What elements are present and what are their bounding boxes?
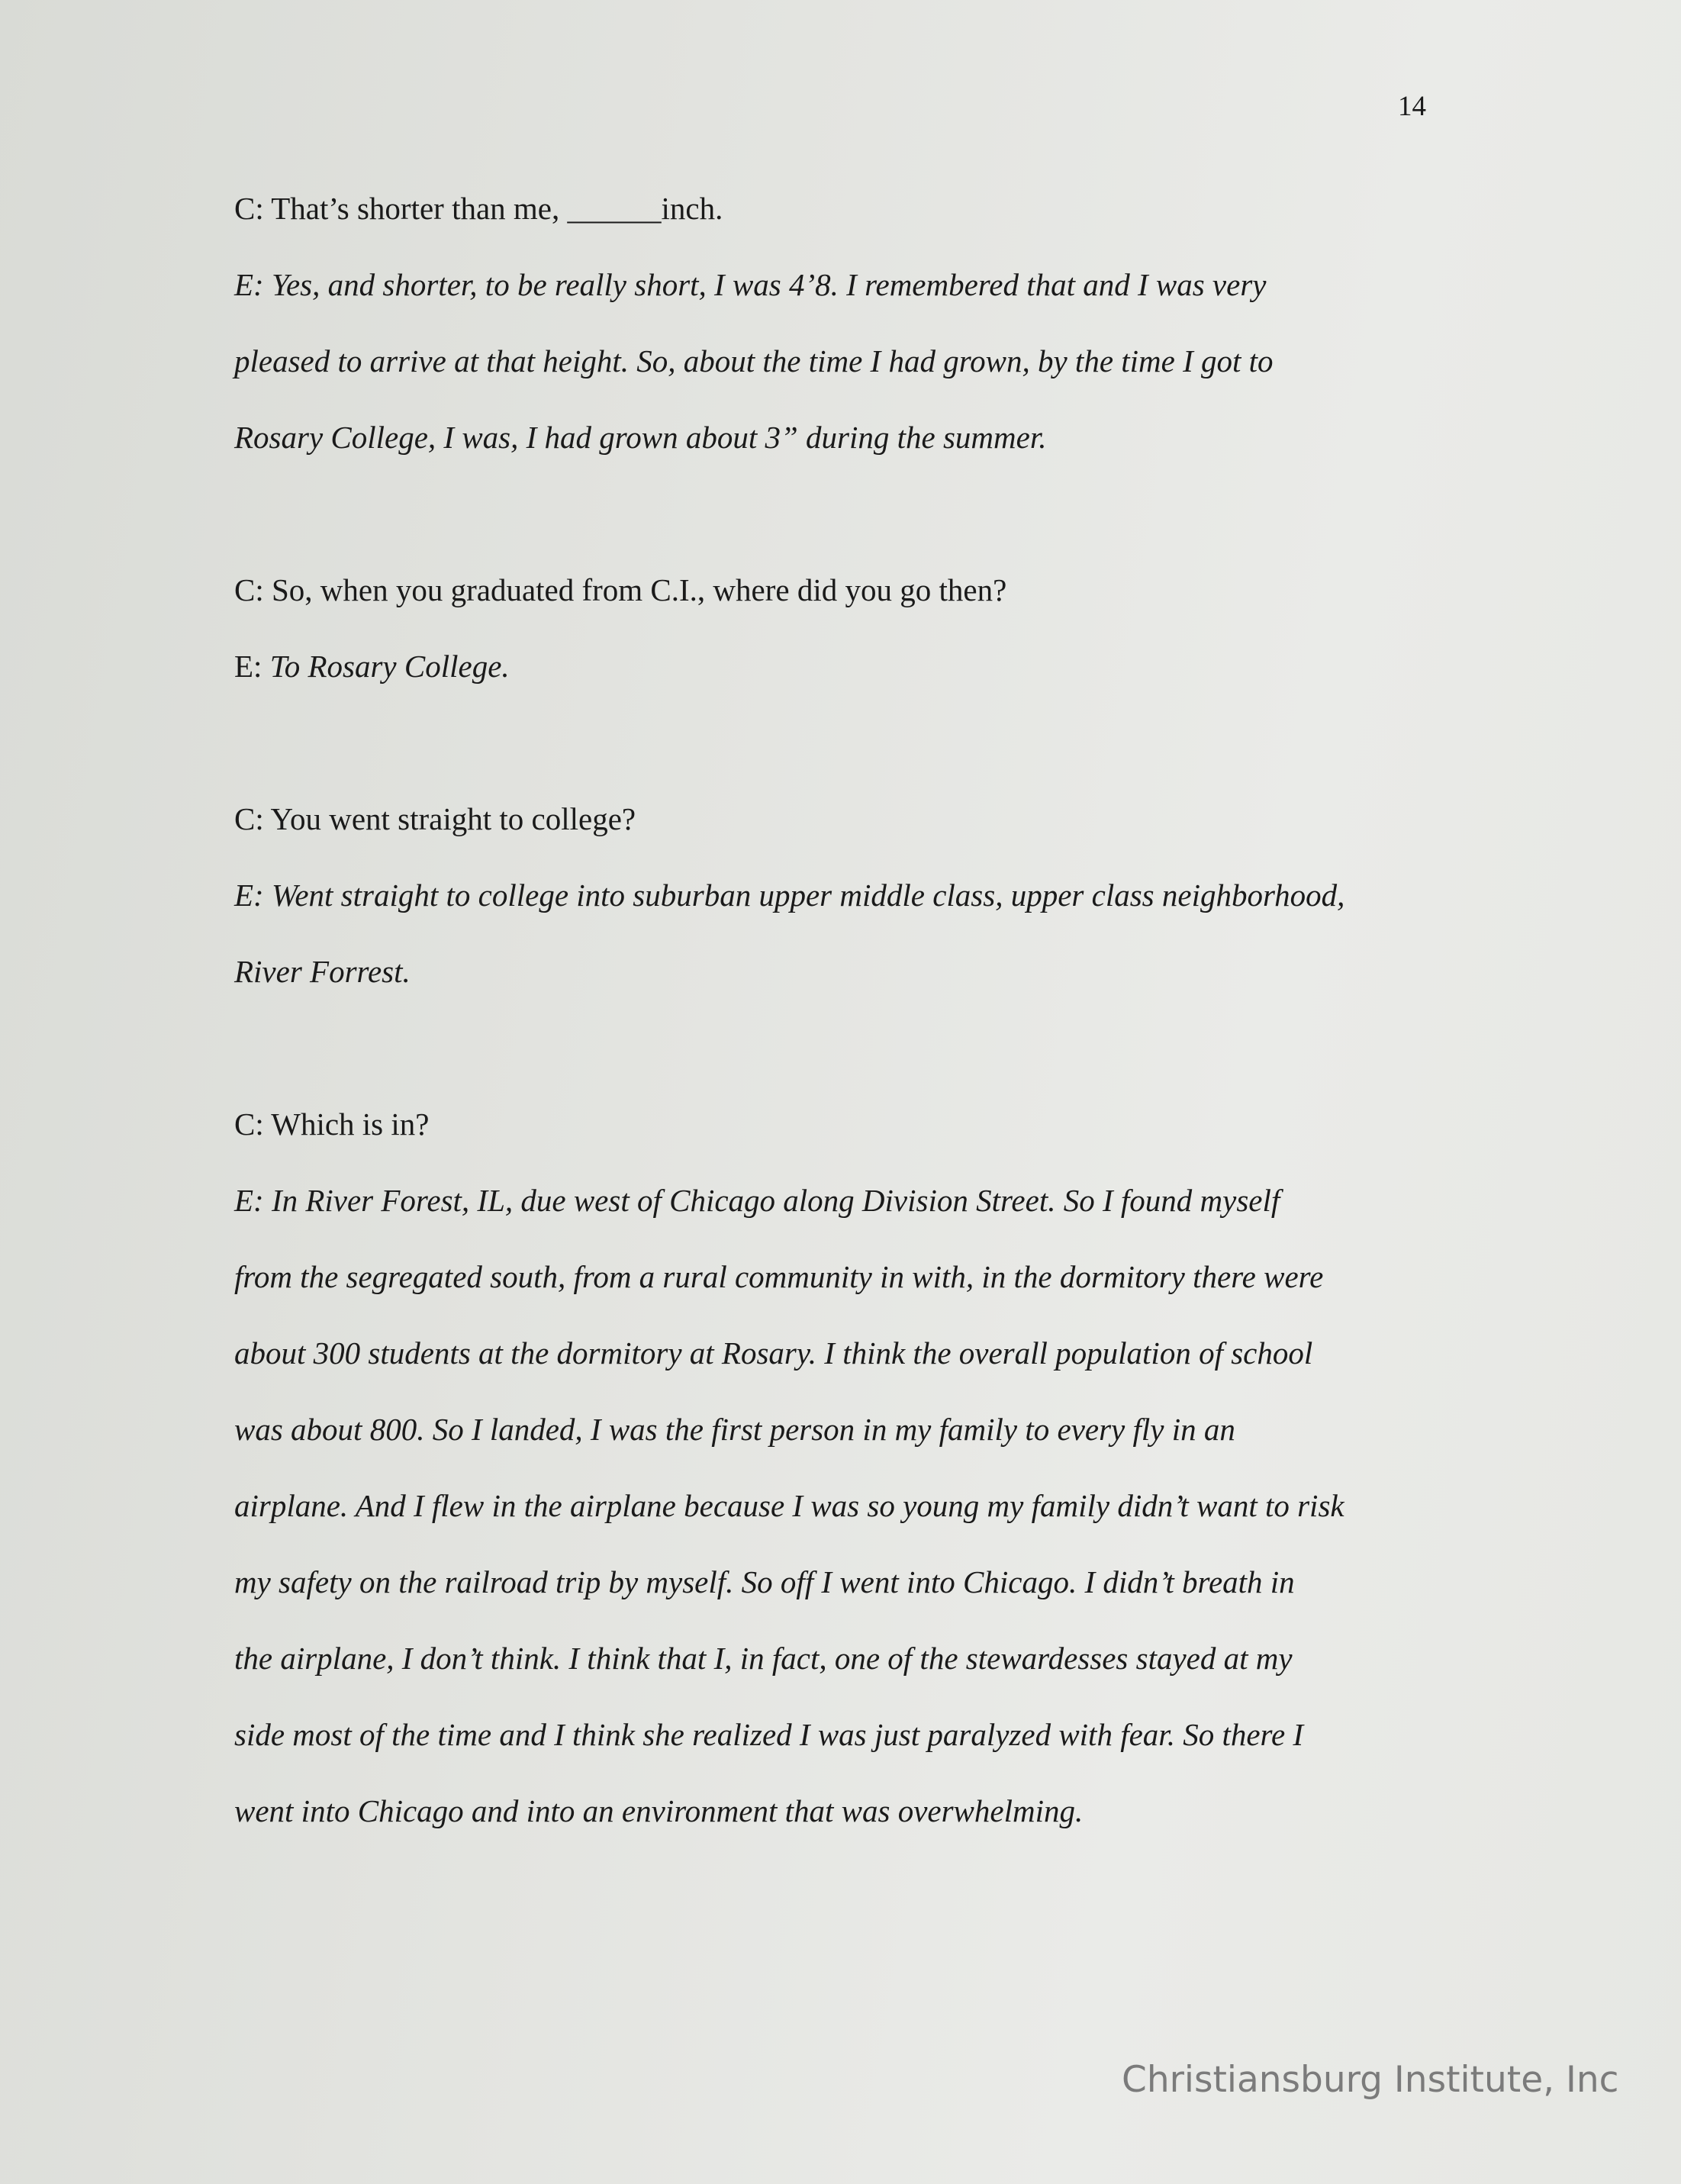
answer-text: To Rosary College. [269,649,510,684]
transcript-line: E: Went straight to college into suburban upper middle class, upper class neighborhood, [234,878,1345,913]
transcript-line: from the segregated south, from a rural community in with, in the dormitory there were [234,1259,1324,1294]
transcript-line: River Forrest. [234,954,411,989]
transcript-line: C: You went straight to college? [234,801,636,836]
transcript-line: Rosary College, I was, I had grown about 3” during the summer. [234,420,1047,455]
transcript-line: my safety on the railroad trip by myself. So off I went into Chicago. I didn’t breath in [234,1564,1295,1599]
transcript-line: went into Chicago and into an environment that was overwhelming. [234,1793,1084,1828]
watermark: Christiansburg Institute, Inc [1122,2059,1619,2101]
speaker-label: E: [234,649,270,684]
transcript-line: C: That’s shorter than me, ______inch. [234,191,723,226]
transcript-line: pleased to arrive at that height. So, about the time I had grown, by the time I got to [234,343,1274,378]
transcript-line: airplane. And I flew in the airplane because I was so young my family didn’t want to risk [234,1488,1344,1523]
transcript-line: about 300 students at the dormitory at Rosary. I think the overall population of school [234,1335,1313,1371]
page-number: 14 [1398,91,1426,122]
transcript-line: side most of the time and I think she realized I was just paralyzed with fear. So there I [234,1717,1304,1752]
transcript-line: the airplane, I don’t think. I think that I, in fact, one of the stewardesses stayed at my [234,1641,1293,1676]
transcript-line: C: So, when you graduated from C.I., where did you go then? [234,572,1007,607]
transcript-line: was about 800. So I landed, I was the first person in my family to every fly in an [234,1412,1235,1447]
transcript-line: C: Which is in? [234,1106,430,1142]
transcript-line [234,651,510,682]
transcript-line: E: In River Forest, IL, due west of Chicago along Division Street. So I found myself [234,1183,1280,1218]
transcript-line: E: Yes, and shorter, to be really short, I was 4’8. I remembered that and I was very [234,267,1267,302]
